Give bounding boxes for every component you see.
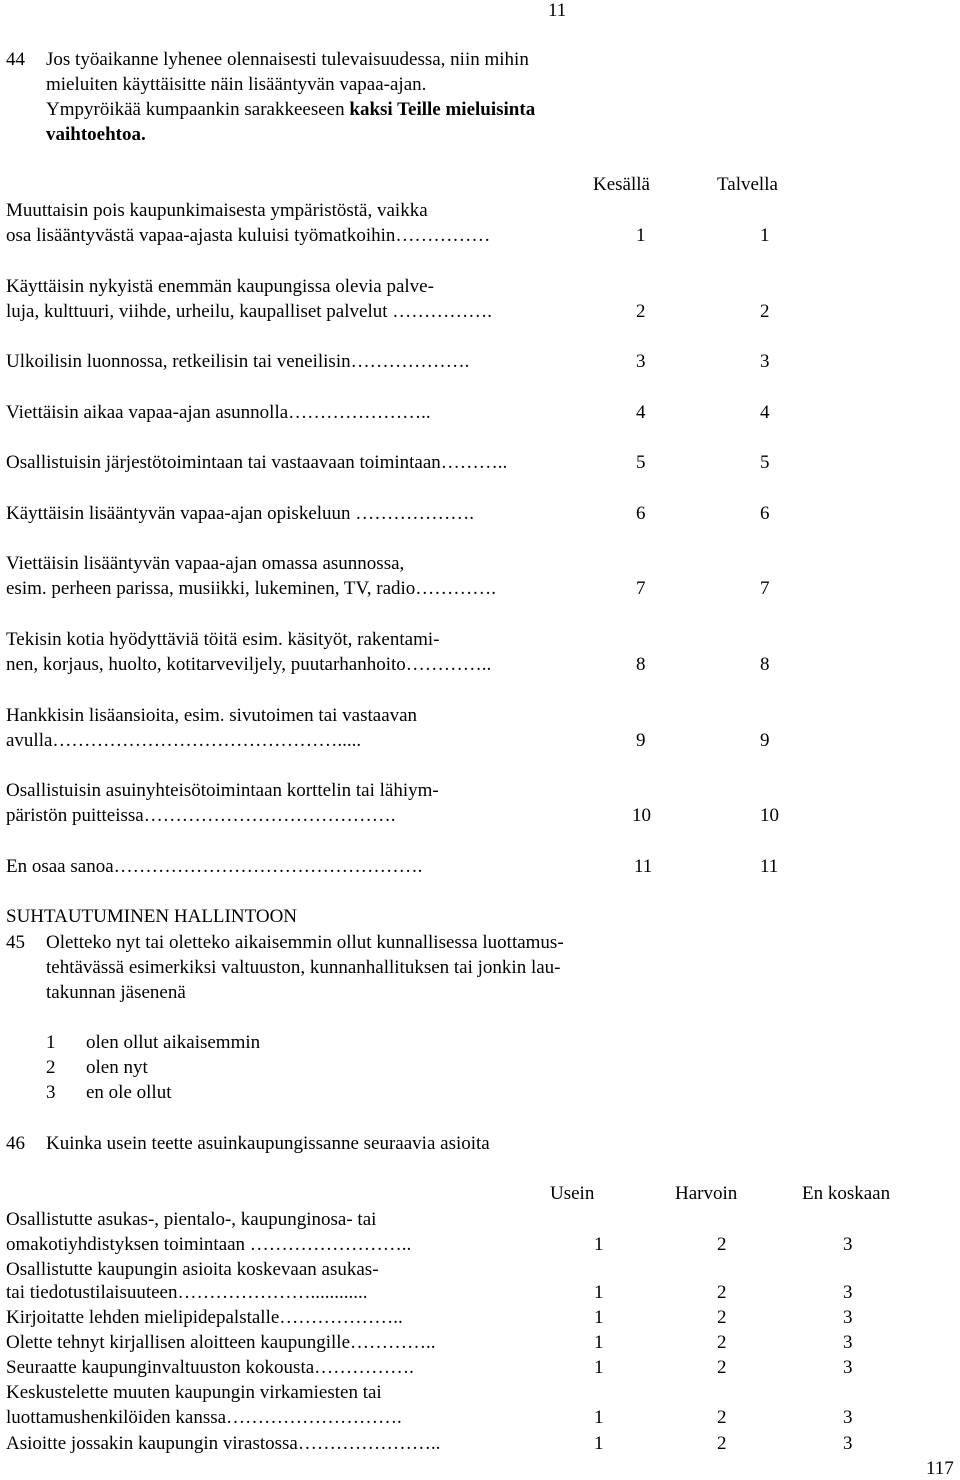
question-44-line <box>46 124 146 146</box>
answer-label: olen ollut aikaisemmin <box>86 1032 261 1053</box>
frequency-code-often[interactable]: 1 <box>594 1407 604 1428</box>
option-code-winter[interactable]: 4 <box>760 402 770 423</box>
option-code-winter[interactable]: 1 <box>760 225 770 246</box>
answer-code[interactable]: 2 <box>46 1057 56 1078</box>
option-text: osa lisääntyvästä vapaa-ajasta kuluisi työmatkoihin…………… <box>6 225 491 246</box>
page-number-bottom: 117 <box>926 1458 954 1479</box>
option-code-winter[interactable]: 10 <box>760 805 779 826</box>
question-46-text: Kuinka usein teette asuinkaupungissanne seuraavia asioita <box>46 1133 490 1154</box>
option-code-summer[interactable]: 2 <box>636 301 646 322</box>
option-code-winter[interactable]: 2 <box>760 301 770 322</box>
option-code-summer[interactable]: 6 <box>636 503 646 524</box>
frequency-code-often[interactable]: 1 <box>594 1433 604 1454</box>
question-45-line: tehtävässä esimerkiksi valtuuston, kunnanhallituksen tai jonkin lau- <box>46 957 561 978</box>
option-code-winter[interactable]: 8 <box>760 654 770 675</box>
option-code-winter[interactable]: 5 <box>760 452 770 473</box>
frequency-code-often[interactable]: 1 <box>594 1332 604 1353</box>
activity-text: Asioitte jossakin kaupungin virastossa………………….. <box>6 1433 441 1454</box>
option-text: avulla………………………………………..... <box>6 730 362 751</box>
frequency-code-never[interactable]: 3 <box>843 1307 853 1328</box>
question-45-line: takunnan jäsenenä <box>46 982 186 1003</box>
option-text: Käyttäisin lisääntyvän vapaa-ajan opiskeluun ………………. <box>6 503 475 524</box>
answer-code[interactable]: 3 <box>46 1082 56 1103</box>
activity-text: Seuraatte kaupunginvaltuuston kokousta……………. <box>6 1357 414 1378</box>
answer-label: en ole ollut <box>86 1082 172 1103</box>
option-text: En osaa sanoa…………………………………………. <box>6 856 423 877</box>
option-code-summer[interactable]: 5 <box>636 452 646 473</box>
activity-text: Osallistutte asukas-, pientalo-, kaupunginosa- tai <box>6 1209 377 1230</box>
column-header-rarely: Harvoin <box>675 1183 738 1204</box>
option-code-summer[interactable]: 8 <box>636 654 646 675</box>
question-44-line: Jos työaikanne lyhenee olennaisesti tulevaisuudessa, niin mihin <box>46 49 529 70</box>
option-code-winter[interactable]: 11 <box>760 856 779 877</box>
frequency-code-never[interactable]: 3 <box>843 1282 853 1303</box>
question-44-instruction-bold: kaksi Teille mieluisinta <box>349 99 536 120</box>
frequency-code-rarely[interactable]: 2 <box>717 1332 727 1353</box>
question-44-line <box>46 99 535 121</box>
option-code-winter[interactable]: 3 <box>760 351 770 372</box>
frequency-code-rarely[interactable]: 2 <box>717 1282 727 1303</box>
option-text: Ulkoilisin luonnossa, retkeilisin tai veneilisin………………. <box>6 351 470 372</box>
option-text: esim. perheen parissa, musiikki, lukeminen, TV, radio…………. <box>6 578 497 599</box>
option-code-summer[interactable]: 1 <box>636 225 646 246</box>
question-45-line: Oletteko nyt tai oletteko aikaisemmin ollut kunnallisessa luottamus- <box>46 932 564 953</box>
question-44-line: mieluiten käyttäisitte näin lisääntyvän vapaa-ajan. <box>46 74 427 95</box>
answer-code[interactable]: 1 <box>46 1032 56 1053</box>
option-text: Muuttaisin pois kaupunkimaisesta ympäristöstä, vaikka <box>6 200 428 221</box>
column-header-winter: Talvella <box>717 174 778 195</box>
frequency-code-never[interactable]: 3 <box>843 1407 853 1428</box>
option-text: Hankkisin lisäansioita, esim. sivutoimen tai vastaavan <box>6 705 418 726</box>
question-44-number: 44 <box>6 49 25 70</box>
option-text: Osallistuisin asuinyhteisötoimintaan korttelin tai lähiym- <box>6 780 439 801</box>
activity-text: Osallistutte kaupungin asioita koskevaan asukas- <box>6 1259 379 1280</box>
option-text: Viettäisin aikaa vapaa-ajan asunnolla………………….. <box>6 402 431 423</box>
frequency-code-often[interactable]: 1 <box>594 1282 604 1303</box>
section-heading: SUHTAUTUMINEN HALLINTOON <box>6 906 298 927</box>
option-code-summer[interactable]: 7 <box>636 578 646 599</box>
frequency-code-never[interactable]: 3 <box>843 1357 853 1378</box>
option-text: Osallistuisin järjestötoimintaan tai vastaavaan toimintaan……….. <box>6 452 508 473</box>
option-code-summer[interactable]: 10 <box>632 805 651 826</box>
frequency-code-never[interactable]: 3 <box>843 1234 853 1255</box>
option-text: päristön puitteissa…………………………………. <box>6 805 396 826</box>
frequency-code-often[interactable]: 1 <box>594 1357 604 1378</box>
option-code-summer[interactable]: 11 <box>634 856 653 877</box>
frequency-code-rarely[interactable]: 2 <box>717 1307 727 1328</box>
option-text: Käyttäisin nykyistä enemmän kaupungissa olevia palve- <box>6 276 434 297</box>
question-44-instruction-bold: vaihtoehtoa. <box>46 124 146 145</box>
option-text: Viettäisin lisääntyvän vapaa-ajan omassa asunnossa, <box>6 553 405 574</box>
activity-text: Kirjoitatte lehden mielipidepalstalle……………….. <box>6 1307 403 1328</box>
frequency-code-never[interactable]: 3 <box>843 1433 853 1454</box>
option-code-winter[interactable]: 6 <box>760 503 770 524</box>
frequency-code-rarely[interactable]: 2 <box>717 1433 727 1454</box>
question-45-number: 45 <box>6 932 25 953</box>
option-text: nen, korjaus, huolto, kotitarveviljely, puutarhanhoito………….. <box>6 654 492 675</box>
option-code-summer[interactable]: 3 <box>636 351 646 372</box>
option-code-winter[interactable]: 7 <box>760 578 770 599</box>
column-header-often: Usein <box>550 1183 595 1204</box>
frequency-code-often[interactable]: 1 <box>594 1234 604 1255</box>
question-44-instruction: Ympyröikää kumpaankin sarakkeeseen <box>46 99 350 120</box>
page-number-top: 11 <box>548 0 567 21</box>
frequency-code-often[interactable]: 1 <box>594 1307 604 1328</box>
activity-text: Olette tehnyt kirjallisen aloitteen kaupungille………….. <box>6 1332 436 1353</box>
option-text: Tekisin kotia hyödyttäviä töitä esim. käsityöt, rakentami- <box>6 629 440 650</box>
column-header-never: En koskaan <box>802 1183 891 1204</box>
frequency-code-rarely[interactable]: 2 <box>717 1407 727 1428</box>
frequency-code-rarely[interactable]: 2 <box>717 1357 727 1378</box>
frequency-code-rarely[interactable]: 2 <box>717 1234 727 1255</box>
frequency-code-never[interactable]: 3 <box>843 1332 853 1353</box>
activity-text: omakotiyhdistyksen toimintaan …………………….. <box>6 1234 412 1255</box>
option-code-summer[interactable]: 9 <box>636 730 646 751</box>
activity-text: Keskustelette muuten kaupungin virkamiesten tai <box>6 1382 382 1403</box>
column-header-summer: Kesällä <box>593 174 650 195</box>
activity-text: tai tiedotustilaisuuteen…………………............ <box>6 1282 368 1303</box>
option-code-summer[interactable]: 4 <box>636 402 646 423</box>
answer-label: olen nyt <box>86 1057 148 1078</box>
activity-text: luottamushenkilöiden kanssa………………………. <box>6 1407 402 1428</box>
option-text: luja, kulttuuri, viihde, urheilu, kaupalliset palvelut ……………. <box>6 301 493 322</box>
option-code-winter[interactable]: 9 <box>760 730 770 751</box>
question-46-number: 46 <box>6 1133 25 1154</box>
